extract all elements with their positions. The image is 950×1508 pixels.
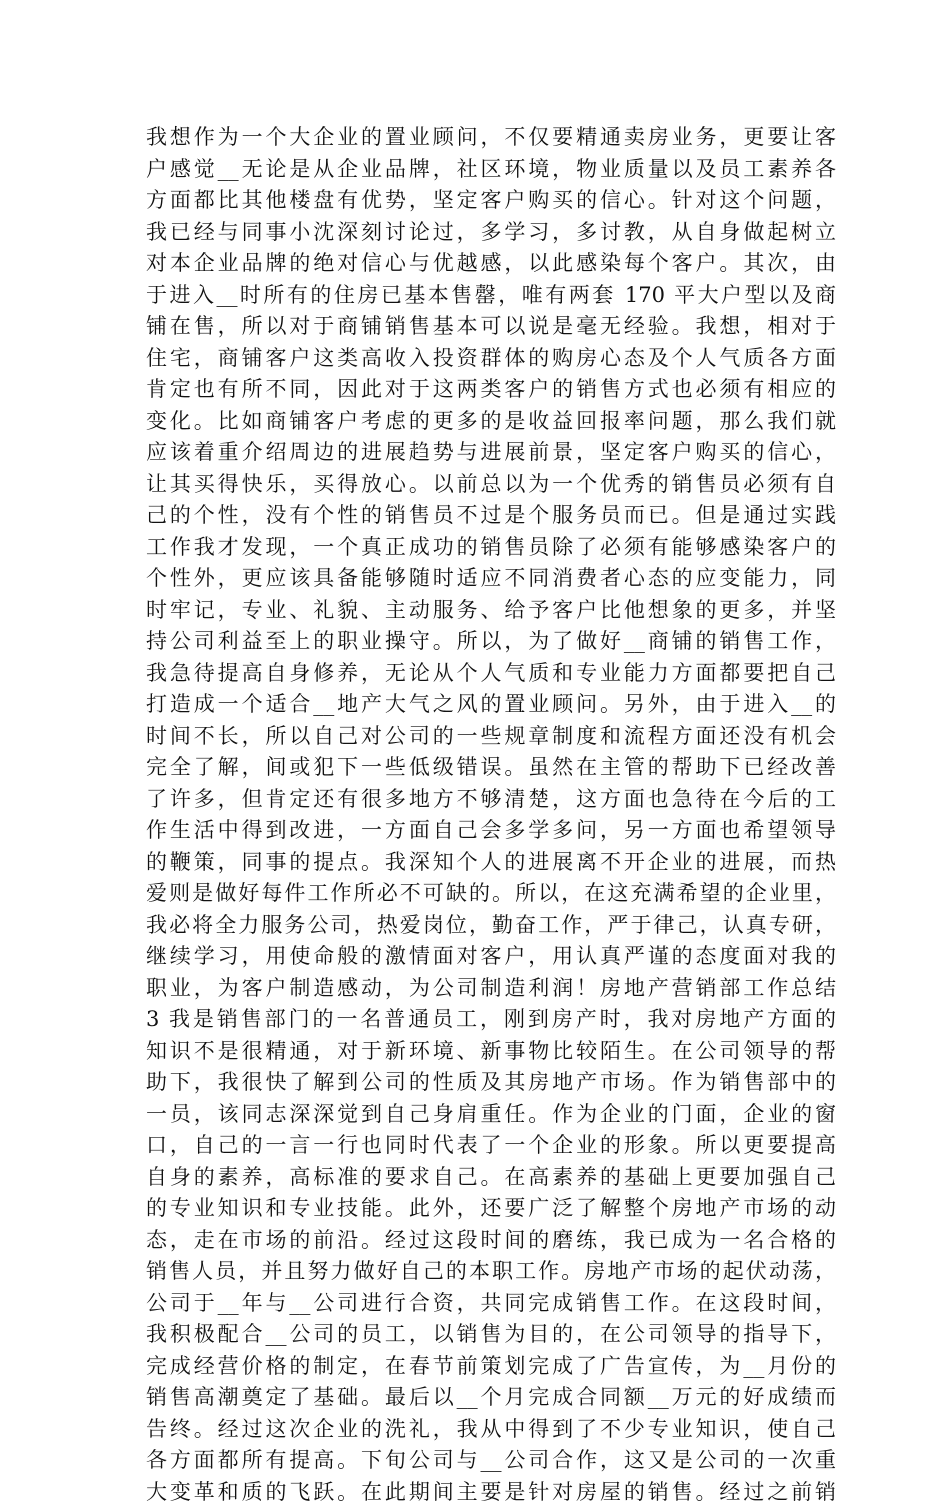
- text-line: 大变革和质的飞跃。在此期间主要是针对房屋的销售。经过之前销: [146, 1477, 836, 1508]
- text-line: 时间不长，所以自己对公司的一些规章制度和流程方面还没有机会: [146, 721, 836, 753]
- text-line: 自身的素养，高标准的要求自己。在高素养的基础上更要加强自己: [146, 1162, 836, 1194]
- text-line: 继续学习，用使命般的激情面对客户，用认真严谨的态度面对我的: [146, 941, 836, 973]
- text-line: 方面都比其他楼盘有优势，坚定客户购买的信心。针对这个问题，: [146, 185, 836, 217]
- text-line: 我急待提高自身修养，无论从个人气质和专业能力方面都要把自己: [146, 658, 836, 690]
- text-line: 公司于__年与__公司进行合资，共同完成销售工作。在这段时间，: [146, 1288, 836, 1320]
- text-line: 铺在售，所以对于商铺销售基本可以说是毫无经验。我想，相对于: [146, 311, 836, 343]
- text-line: 肯定也有所不同，因此对于这两类客户的销售方式也必须有相应的: [146, 374, 836, 406]
- text-line: 完全了解，间或犯下一些低级错误。虽然在主管的帮助下已经改善: [146, 752, 836, 784]
- text-line: 销售人员，并且努力做好自己的本职工作。房地产市场的起伏动荡，: [146, 1256, 836, 1288]
- text-line: 爱则是做好每件工作所必不可缺的。所以，在这充满希望的企业里，: [146, 878, 836, 910]
- text-line: 口，自己的一言一行也同时代表了一个企业的形象。所以更要提高: [146, 1130, 836, 1162]
- text-line: 变化。比如商铺客户考虑的更多的是收益回报率问题，那么我们就: [146, 406, 836, 438]
- text-line: 作生活中得到改进，一方面自己会多学多问，另一方面也希望领导: [146, 815, 836, 847]
- text-line: 知识不是很精通，对于新环境、新事物比较陌生。在公司领导的帮: [146, 1036, 836, 1068]
- text-line: 我已经与同事小沈深刻讨论过，多学习，多讨教，从自身做起树立: [146, 217, 836, 249]
- text-line: 工作我才发现，一个真正成功的销售员除了必须有能够感染客户的: [146, 532, 836, 564]
- text-line: 助下，我很快了解到公司的性质及其房地产市场。作为销售部中的: [146, 1067, 836, 1099]
- text-line: 对本企业品牌的绝对信心与优越感，以此感染每个客户。其次，由: [146, 248, 836, 280]
- text-line: 让其买得快乐，买得放心。以前总以为一个优秀的销售员必须有自: [146, 469, 836, 501]
- text-line: 的鞭策，同事的提点。我深知个人的进展离不开企业的进展，而热: [146, 847, 836, 879]
- text-line: 各方面都所有提高。下旬公司与__公司合作，这又是公司的一次重: [146, 1445, 836, 1477]
- text-line: 个性外，更应该具备能够随时适应不同消费者心态的应变能力，同: [146, 563, 836, 595]
- text-line: 于进入__时所有的住房已基本售罄，唯有两套 170 平大户型以及商: [146, 280, 836, 312]
- text-line: 销售高潮奠定了基础。最后以__个月完成合同额__万元的好成绩而: [146, 1382, 836, 1414]
- text-line: 住宅，商铺客户这类高收入投资群体的购房心态及个人气质各方面: [146, 343, 836, 375]
- text-line: 完成经营价格的制定，在春节前策划完成了广告宣传，为__月份的: [146, 1351, 836, 1383]
- text-line: 态，走在市场的前沿。经过这段时间的磨练，我已成为一名合格的: [146, 1225, 836, 1257]
- text-line: 告终。经过这次企业的洗礼，我从中得到了不少专业知识，使自己: [146, 1414, 836, 1446]
- text-line: 的专业知识和专业技能。此外，还要广泛了解整个房地产市场的动: [146, 1193, 836, 1225]
- text-line: 持公司利益至上的职业操守。所以，为了做好__商铺的销售工作，: [146, 626, 836, 658]
- text-line: 己的个性，没有个性的销售员不过是个服务员而已。但是通过实践: [146, 500, 836, 532]
- body-text: [146, 122, 836, 1508]
- text-line: 一员，该同志深深觉到自己身肩重任。作为企业的门面，企业的窗: [146, 1099, 836, 1131]
- text-line: 我想作为一个大企业的置业顾问，不仅要精通卖房业务，更要让客: [146, 122, 836, 154]
- text-line: 3 我是销售部门的一名普通员工，刚到房产时，我对房地产方面的: [146, 1004, 836, 1036]
- text-line: 应该着重介绍周边的进展趋势与进展前景，坚定客户购买的信心，: [146, 437, 836, 469]
- text-line: 我积极配合__公司的员工，以销售为目的，在公司领导的指导下，: [146, 1319, 836, 1351]
- text-line: 我必将全力服务公司，热爱岗位，勤奋工作，严于律己，认真专研，: [146, 910, 836, 942]
- text-line: 了许多，但肯定还有很多地方不够清楚，这方面也急待在今后的工: [146, 784, 836, 816]
- text-line: 职业，为客户制造感动，为公司制造利润！房地产营销部工作总结: [146, 973, 836, 1005]
- text-line: 打造成一个适合__地产大气之风的置业顾问。另外，由于进入__的: [146, 689, 836, 721]
- text-line: 户感觉__无论是从企业品牌，社区环境，物业质量以及员工素养各: [146, 154, 836, 186]
- text-line: 时牢记，专业、礼貌、主动服务、给予客户比他想象的更多，并坚: [146, 595, 836, 627]
